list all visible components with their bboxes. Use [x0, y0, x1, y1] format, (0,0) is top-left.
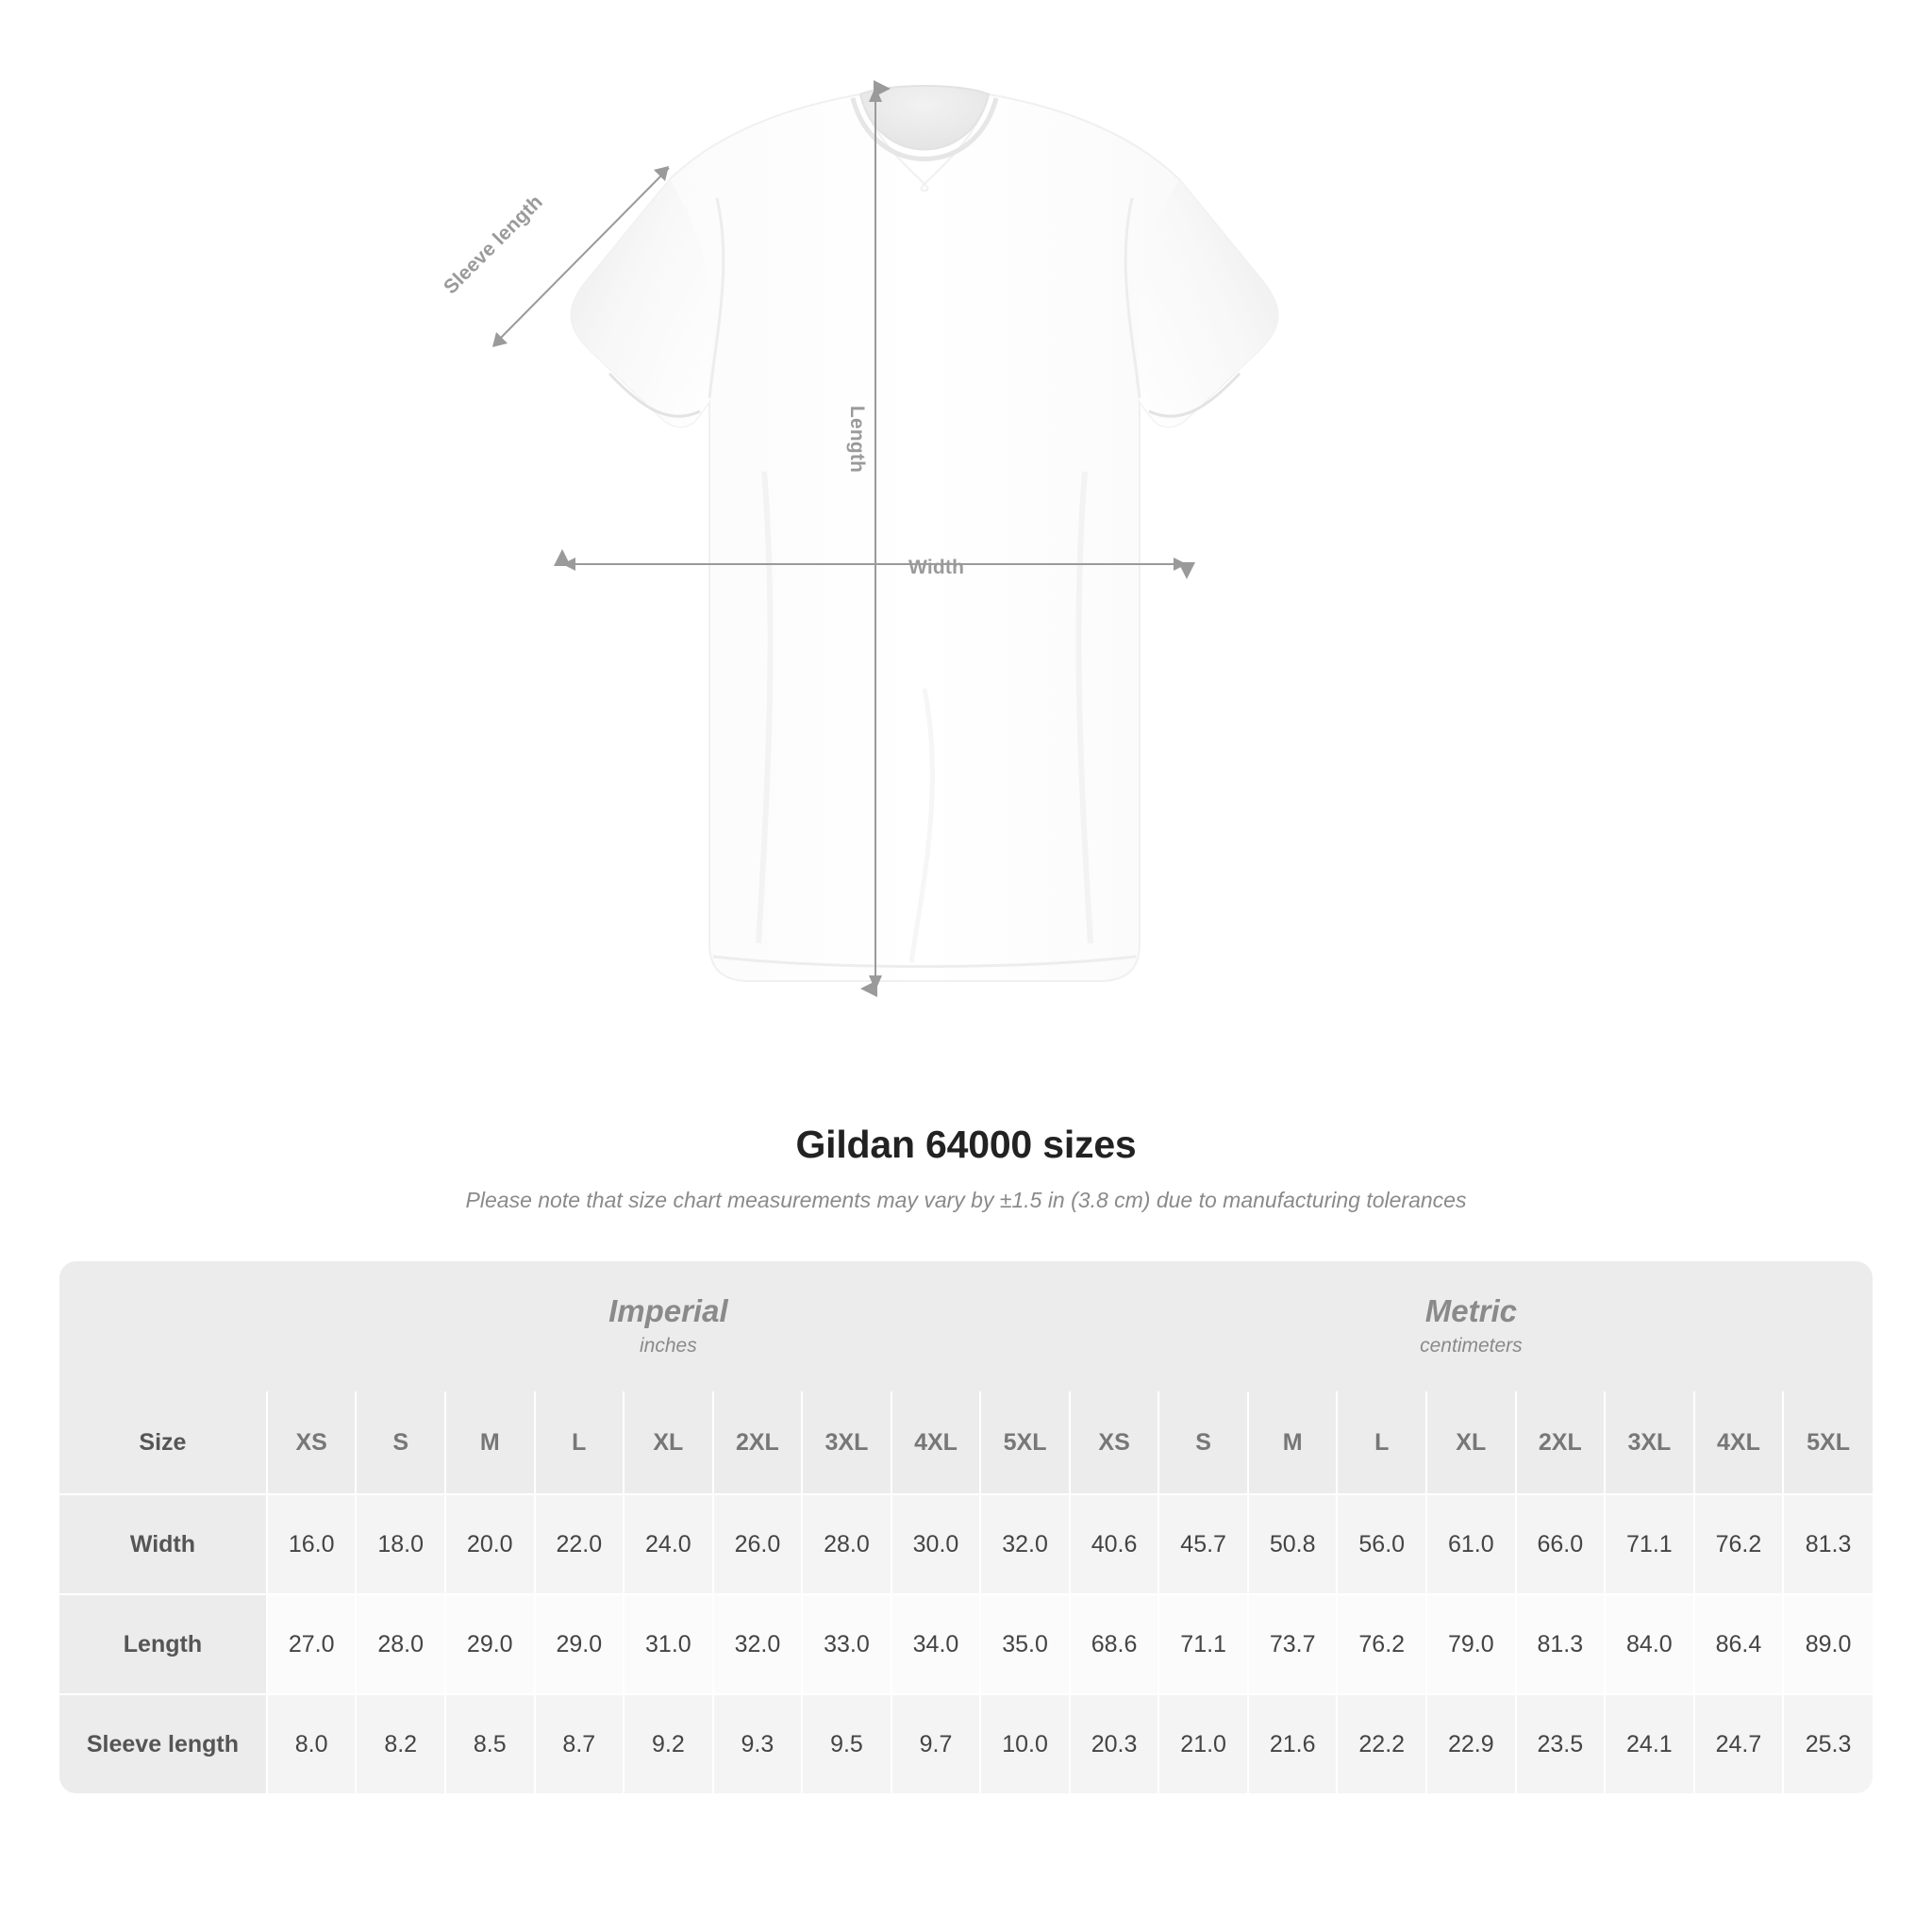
unit-metric-name: Metric [1424, 1292, 1517, 1328]
cell-length-7: 34.0 [891, 1594, 981, 1694]
cell-width-17: 81.3 [1783, 1494, 1873, 1594]
size-header-4xl-imperial: 4XL [891, 1391, 981, 1494]
cell-length-17: 89.0 [1783, 1594, 1873, 1694]
size-header-label: Size [59, 1391, 267, 1494]
table-row [59, 1694, 1873, 1793]
cell-width-0: 16.0 [267, 1494, 357, 1594]
cell-length-10: 71.1 [1158, 1594, 1248, 1694]
size-header-5xl-imperial: 5XL [980, 1391, 1070, 1494]
cell-sleeve-15: 24.1 [1605, 1694, 1694, 1793]
cell-width-5: 26.0 [713, 1494, 803, 1594]
size-header-4xl-metric: 4XL [1694, 1391, 1784, 1494]
cell-length-0: 27.0 [267, 1594, 357, 1694]
size-header-l-metric: L [1337, 1391, 1426, 1494]
cell-width-1: 18.0 [356, 1494, 445, 1594]
unit-imperial-name: Imperial [608, 1292, 728, 1328]
cell-sleeve-16: 24.7 [1694, 1694, 1784, 1793]
cell-sleeve-3: 8.7 [535, 1694, 625, 1793]
row-label-width: Width [59, 1494, 267, 1594]
cell-length-9: 68.6 [1070, 1594, 1159, 1694]
cell-sleeve-6: 9.5 [802, 1694, 891, 1793]
cell-width-13: 61.0 [1426, 1494, 1516, 1594]
cell-width-15: 71.1 [1605, 1494, 1694, 1594]
cell-width-11: 50.8 [1248, 1494, 1338, 1594]
cell-length-14: 81.3 [1516, 1594, 1606, 1694]
cell-sleeve-17: 25.3 [1783, 1694, 1873, 1793]
width-label: Width [908, 557, 965, 578]
size-header-m-imperial: M [445, 1391, 535, 1494]
size-header-s-imperial: S [356, 1391, 445, 1494]
cell-sleeve-9: 20.3 [1070, 1694, 1159, 1793]
cell-sleeve-0: 8.0 [267, 1694, 357, 1793]
tolerance-note: Please note that size chart measurements may vary by ±1.5 in (3.8 cm) due to manufacturing tolerances [465, 1188, 1467, 1212]
unit-metric-sub: centimeters [1420, 1334, 1523, 1357]
cell-length-8: 35.0 [980, 1594, 1070, 1694]
cell-width-10: 45.7 [1158, 1494, 1248, 1594]
cell-sleeve-11: 21.6 [1248, 1694, 1338, 1793]
unit-header-row [59, 1261, 1873, 1391]
size-header-row [59, 1391, 1873, 1494]
cell-length-2: 29.0 [445, 1594, 535, 1694]
cell-width-9: 40.6 [1070, 1494, 1159, 1594]
size-table [59, 1261, 1873, 1793]
table-row [59, 1594, 1873, 1694]
size-header-xs-imperial: XS [267, 1391, 357, 1494]
table-row [59, 1494, 1873, 1594]
size-header-xs-metric: XS [1070, 1391, 1159, 1494]
size-table-container [59, 1261, 1873, 1793]
cell-length-15: 84.0 [1605, 1594, 1694, 1694]
unit-header-spacer [59, 1261, 267, 1391]
cell-sleeve-4: 9.2 [624, 1694, 713, 1793]
cell-length-6: 33.0 [802, 1594, 891, 1694]
cell-length-16: 86.4 [1694, 1594, 1784, 1694]
cell-width-8: 32.0 [980, 1494, 1070, 1594]
cell-sleeve-2: 8.5 [445, 1694, 535, 1793]
size-header-s-metric: S [1158, 1391, 1248, 1494]
unit-imperial-sub: inches [640, 1334, 697, 1357]
cell-length-5: 32.0 [713, 1594, 803, 1694]
size-header-2xl-metric: 2XL [1516, 1391, 1606, 1494]
row-label-sleeve-length: Sleeve length [59, 1694, 267, 1793]
size-header-m-metric: M [1248, 1391, 1338, 1494]
cell-length-13: 79.0 [1426, 1594, 1516, 1694]
cell-sleeve-5: 9.3 [713, 1694, 803, 1793]
unit-header-metric [1070, 1261, 1873, 1391]
cell-sleeve-12: 22.2 [1337, 1694, 1426, 1793]
row-label-length: Length [59, 1594, 267, 1694]
cell-width-7: 30.0 [891, 1494, 981, 1594]
size-header-3xl-metric: 3XL [1605, 1391, 1694, 1494]
size-header-3xl-imperial: 3XL [802, 1391, 891, 1494]
cell-sleeve-8: 10.0 [980, 1694, 1070, 1793]
cell-sleeve-13: 22.9 [1426, 1694, 1516, 1793]
size-header-2xl-imperial: 2XL [713, 1391, 803, 1494]
size-header-5xl-metric: 5XL [1783, 1391, 1873, 1494]
cell-width-16: 76.2 [1694, 1494, 1784, 1594]
cell-width-4: 24.0 [624, 1494, 713, 1594]
cell-length-3: 29.0 [535, 1594, 625, 1694]
cell-width-6: 28.0 [802, 1494, 891, 1594]
cell-width-12: 56.0 [1337, 1494, 1426, 1594]
cell-width-2: 20.0 [445, 1494, 535, 1594]
cell-sleeve-7: 9.7 [891, 1694, 981, 1793]
cell-length-4: 31.0 [624, 1594, 713, 1694]
cell-width-14: 66.0 [1516, 1494, 1606, 1594]
cell-sleeve-10: 21.0 [1158, 1694, 1248, 1793]
size-header-l-imperial: L [535, 1391, 625, 1494]
cell-sleeve-1: 8.2 [356, 1694, 445, 1793]
cell-sleeve-14: 23.5 [1516, 1694, 1606, 1793]
cell-length-1: 28.0 [356, 1594, 445, 1694]
cell-width-3: 22.0 [535, 1494, 625, 1594]
size-header-xl-metric: XL [1426, 1391, 1516, 1494]
cell-length-12: 76.2 [1337, 1594, 1426, 1694]
unit-header-imperial [267, 1261, 1070, 1391]
page-title: Gildan 64000 sizes [795, 1123, 1137, 1166]
size-header-xl-imperial: XL [624, 1391, 713, 1494]
cell-length-11: 73.7 [1248, 1594, 1338, 1694]
length-label: Length [846, 406, 868, 474]
sleeve-length-label: Sleeve length [440, 191, 547, 299]
